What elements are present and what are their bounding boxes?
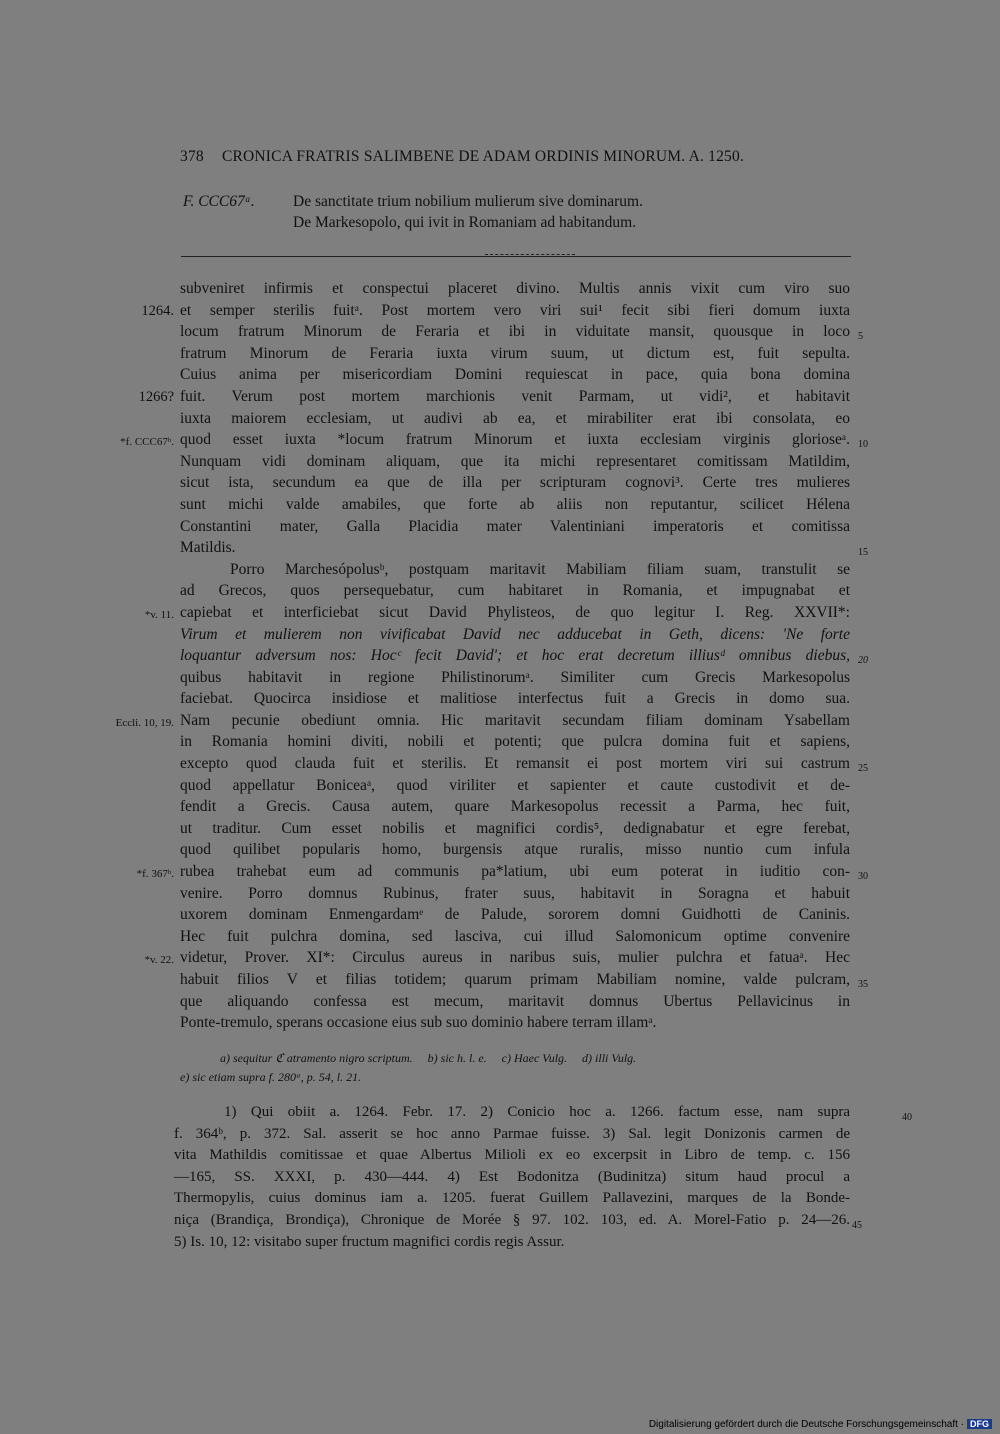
text-line — [120, 429, 868, 451]
line-text: 1) Qui obiit a. 1264. Febr. 17. 2) Conicio hoc a. 1266. factum esse, nam supra — [224, 1104, 850, 1120]
margin-note: *v. 22. — [144, 954, 174, 967]
line-text: —165, SS. XXXI, p. 430—444. 4) Est Bodonitza (Budinitza) situm haud procul a — [174, 1168, 850, 1185]
text-line — [180, 753, 868, 775]
line-text: niça (Brandiça, Brondiça), Chronique de Morée § 97. 102. 103, ed. A. Morel-Fatio p. 24—26. — [174, 1211, 850, 1228]
chapter-heading — [183, 191, 643, 233]
line-number: 25 — [858, 763, 868, 775]
critical-apparatus — [180, 1049, 850, 1087]
heading-rule — [181, 256, 851, 257]
footnotes — [174, 1102, 912, 1253]
line-text: sunt michi valde amabiles, que forte ab aliis non reputantur, scilicet Hélena — [180, 495, 850, 513]
text-line — [174, 1210, 862, 1232]
line-text: Nam pecunie obediunt omnia. Hic maritavit secundam filiam dominam Ysabellam — [180, 711, 850, 729]
line-text: f. 364ᵇ, p. 372. Sal. asserit se hoc anno Parmae fuisse. 3) Sal. legit Donizonis carmen de — [174, 1125, 850, 1142]
line-text: Constantini mater, Galla Placidia mater Valentiniani imperatoris et comitissa — [180, 517, 850, 535]
text-line — [180, 472, 850, 494]
line-text: fuit. Verum post mortem marchionis venit Parmam, ut vidi², et habitavit — [180, 387, 850, 405]
line-text: Ponte-tremulo, sperans occasione eius sub suo dominio habere terram illamᵃ. — [180, 1014, 657, 1032]
line-text: quibus habitavit in regione Philistinorumᵃ. Similiter cum Grecis Markesopolus — [180, 668, 850, 686]
text-line — [180, 278, 850, 300]
text-line — [180, 516, 850, 538]
line-text: 5) Is. 10, 12: visitabo super fructum magnifici cordis regis Assur. — [174, 1233, 565, 1250]
margin-note: *f. 367ᵇ. — [136, 868, 174, 881]
text-line — [174, 1145, 850, 1167]
text-line — [180, 321, 863, 343]
text-line — [174, 1188, 850, 1210]
line-text: excepto quod clauda fuit et sterilis. Et remansit ei post mortem viri sui castrum — [180, 755, 850, 773]
text-line — [180, 645, 868, 667]
line-text: et semper sterilis fuitᵃ. Post mortem vero viri sui¹ fecit sibi fieri domum iuxta — [180, 301, 850, 319]
text-line — [180, 775, 850, 797]
line-text: rubea trahebat eum ad communis pa*latium, ubi eum poterat in iuditio con- — [180, 863, 850, 881]
footer-text: Digitalisierung gefördert durch die Deutsche Forschungsgemeinschaft · — [648, 1419, 964, 1430]
text-line — [138, 386, 850, 408]
line-text: Virum et mulierem non vivificabat David nec adducebat in Geth, dicens: 'Ne forte — [180, 625, 850, 643]
text-line — [144, 602, 850, 624]
text-line — [174, 1232, 850, 1254]
line-number: 15 — [858, 547, 868, 559]
line-text: quod quilibet popularis homo, burgensis atque ruralis, misso nuntio cum infula — [180, 841, 850, 859]
line-text: subveniret infirmis et conspectui placeret divino. Multis annis vixit cum viro suo — [180, 280, 850, 297]
line-text: habuit filios V et filias totidem; quarum primam Mabiliam nomine, valde pulcram, — [180, 971, 850, 988]
line-text: quod esset iuxta *locum fratrum Minorum et iuxta ecclesiam virginis glorioseᵃ. — [180, 431, 850, 449]
line-text: Cuius anima per misericordiam Domini requiescat in pace, quia bona domina — [180, 366, 850, 384]
text-line — [180, 796, 850, 818]
heading-line-2: De Markesopolo, qui ivit in Romaniam ad habitandum. — [293, 214, 637, 231]
margin-note: *f. CCC67ᵇ. — [120, 436, 174, 449]
line-text: Nunquam vidi dominam aliquam, que ita michi representaret comitissam Matildim, — [180, 452, 850, 470]
line-number: 20 — [858, 655, 868, 667]
apparatus-line: a) sequitur ℭ atramento nigro scriptum. b) sic h. l. e. c) Haec Vulg. d) illi Vulg. — [220, 1051, 637, 1065]
dfg-logo: DFG — [967, 1419, 992, 1429]
line-text: ad Grecos, quos persequebatur, cum habitaret in Romania, et impugnabat et — [180, 582, 850, 600]
running-title: CRONICA FRATRIS SALIMBENE DE ADAM ORDINIS MINORUM. A. 1250. — [221, 148, 744, 165]
text-line — [180, 667, 850, 689]
running-header — [180, 148, 850, 166]
text-line — [180, 731, 850, 753]
margin-note: Eccli. 10, 19. — [115, 716, 174, 729]
line-text: in Romania homini diviti, nobili et potenti; que pulcra domina fuit et sapiens, — [180, 733, 850, 751]
main-text — [115, 278, 868, 1034]
text-line — [180, 688, 850, 710]
heading-line-1: De sanctitate trium nobilium mulierum sive dominarum. — [293, 193, 643, 210]
heading-ornament — [485, 254, 575, 255]
line-number: 10 — [858, 439, 868, 451]
text-line — [180, 1012, 850, 1034]
text-line — [180, 580, 850, 602]
apparatus-line: e) sic etiam supra f. 280ᵃ, p. 54, l. 21. — [180, 1070, 362, 1084]
text-line — [144, 947, 850, 969]
line-text: ut traditur. Cum esset nobilis et magnifici cordis⁵, dedignabatur et egre ferebat, — [180, 819, 850, 837]
text-line — [136, 861, 868, 883]
line-text: iuxta maiorem ecclesiam, ut audivi ab ea, et mirabiliter erat ibi consolata, eo — [180, 409, 850, 427]
line-text: fendit a Grecis. Causa autem, quare Markesopolus recessit a Parma, hec fuit, — [180, 798, 850, 816]
line-text: Porro Marchesópolusᵇ, postquam maritavit Mabiliam filiam suam, transtulit se — [230, 560, 850, 578]
line-text: videtur, Prover. XI*: Circulus aureus in naribus suis, mulier pulchra et fatuaᵃ. Hec — [180, 949, 850, 967]
line-text: faciebat. Quocirca insidiose et malitiose interfectus fuit a Grecis in domo sua. — [180, 690, 850, 708]
line-text: vita Mathildis comitissae et quae Albertus Milioli ex eo excerpsit in Libro de temp. c. 156 — [174, 1147, 850, 1164]
line-number: 40 — [902, 1112, 912, 1123]
footer-credit — [649, 1419, 992, 1430]
text-line — [180, 537, 868, 559]
text-line — [180, 451, 850, 473]
text-line — [180, 624, 850, 646]
text-line — [141, 300, 850, 322]
line-text: venire. Porro domnus Rubinus, frater suus, habitavit in Soragna et habuit — [180, 884, 850, 902]
text-line — [180, 926, 850, 948]
text-line — [180, 883, 850, 905]
line-text: Matildis. — [180, 539, 236, 557]
page-number: 378 — [180, 148, 204, 165]
text-line — [180, 559, 850, 581]
text-line — [180, 408, 850, 430]
text-line — [180, 364, 850, 386]
line-text: Thermopylis, cuius dominus iam a. 1205. fuerat Guillem Pallavezini, marques de la Bonde- — [174, 1190, 850, 1207]
line-number: 45 — [852, 1219, 862, 1231]
margin-note: *v. 11. — [144, 608, 174, 621]
line-text: fratrum Minorum de Feraria iuxta virum suum, ut dictum est, fuit sepulta. — [180, 344, 850, 362]
text-line — [180, 839, 850, 861]
text-line — [174, 1124, 850, 1146]
line-text: Hec fuit pulchra domina, sed lasciva, cui illud Salomonicum optime convenire — [180, 927, 850, 945]
margin-note: 1266? — [138, 388, 174, 405]
line-number: 35 — [858, 979, 868, 990]
line-text: loquantur adversum nos: Hocᶜ fecit David'; et hoc erat decretum illiusᵈ omnibus diebus, — [180, 647, 850, 665]
folio-reference: F. CCC67ᵃ. — [183, 193, 255, 210]
text-line — [180, 969, 868, 991]
text-line — [115, 710, 850, 732]
text-line — [174, 1102, 912, 1124]
text-line — [180, 818, 850, 840]
text-line — [180, 494, 850, 516]
line-text: locum fratrum Minorum de Feraria et ibi in viduitate mansit, quousque in loco — [180, 323, 850, 341]
line-text: uxorem dominam Enmengardamᵉ de Palude, sororem domni Guidhotti de Caninis. — [180, 906, 850, 924]
text-line — [180, 991, 850, 1013]
margin-note: 1264. — [141, 302, 174, 319]
text-line — [180, 904, 850, 926]
line-text: quod appellatur Boniceaᵃ, quod viriliter et sapienter et caute custodivit et de- — [180, 776, 850, 794]
line-text: sicut ista, secundum ea que de illa per scripturam cognovi³. Certe tres mulieres — [180, 474, 850, 492]
line-number: 30 — [858, 871, 868, 883]
text-line — [174, 1167, 850, 1189]
line-text: que aliquando confessa est mecum, maritavit domnus Ubertus Pellavicinus in — [180, 992, 850, 1010]
line-text: capiebat et interficiebat sicut David Phylisteos, de quo legitur I. Reg. XXVII*: — [180, 603, 850, 621]
text-line — [180, 343, 850, 365]
line-number: 5 — [858, 331, 863, 343]
